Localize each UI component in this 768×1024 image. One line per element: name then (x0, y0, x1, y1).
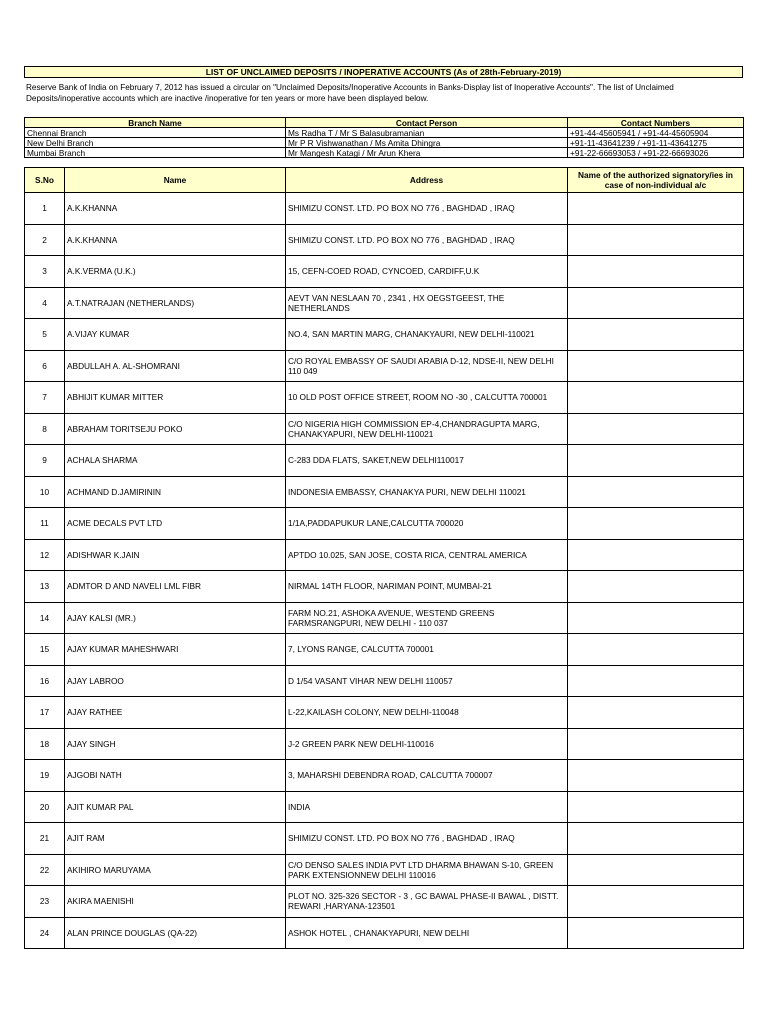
table-row (25, 634, 744, 666)
address-cell: NO.4, SAN MARTIN MARG, CHANAKYAURI, NEW DELHI-110021 (286, 319, 568, 351)
address-cell: C/O NIGERIA HIGH COMMISSION EP-4,CHANDRAGUPTA MARG, CHANAKYAPURI, NEW DELHI-110021 (286, 413, 568, 445)
name-cell: AJIT KUMAR PAL (65, 791, 286, 823)
name-cell: ACHALA SHARMA (65, 445, 286, 477)
signatory-cell (568, 854, 744, 886)
name-cell: A.K.VERMA (U.K.) (65, 256, 286, 288)
name-cell: AJGOBI NATH (65, 760, 286, 792)
name-cell: A.T.NATRAJAN (NETHERLANDS) (65, 287, 286, 319)
name-cell: ALAN PRINCE DOUGLAS (QA-22) (65, 917, 286, 949)
name-cell: ACME DECALS PVT LTD (65, 508, 286, 540)
address-cell: INDONESIA EMBASSY, CHANAKYA PURI, NEW DELHI 110021 (286, 476, 568, 508)
address-cell: PLOT NO. 325-326 SECTOR - 3 , GC BAWAL PHASE-II BAWAL , DISTT. REWARI ,HARYANA-123501 (286, 886, 568, 918)
address-cell: C-283 DDA FLATS, SAKET,NEW DELHI110017 (286, 445, 568, 477)
table-row (25, 917, 744, 949)
table-row (25, 287, 744, 319)
name-cell: AJAY KALSI (MR.) (65, 602, 286, 634)
name-cell: A.VIJAY KUMAR (65, 319, 286, 351)
signatory-cell (568, 602, 744, 634)
address-cell: AEVT VAN NESLAAN 70 , 2341 , HX OEGSTGEEST, THE NETHERLANDS (286, 287, 568, 319)
signatory-cell (568, 886, 744, 918)
address-cell: 7, LYONS RANGE, CALCUTTA 700001 (286, 634, 568, 666)
name-cell: A.K.KHANNA (65, 224, 286, 256)
signatory-cell (568, 728, 744, 760)
address-cell: D 1/54 VASANT VIHAR NEW DELHI 110057 (286, 665, 568, 697)
name-cell: ADISHWAR K.JAIN (65, 539, 286, 571)
table-row (25, 697, 744, 729)
signatory-cell (568, 665, 744, 697)
contact-numbers-cell: +91-22-66693053 / +91-22-66693026 (568, 148, 744, 158)
name-cell: AJIT RAM (65, 823, 286, 855)
signatory-cell (568, 382, 744, 414)
address-cell: SHIMIZU CONST. LTD. PO BOX NO 776 , BAGHDAD , IRAQ (286, 224, 568, 256)
table-row (25, 823, 744, 855)
address-cell: C/O ROYAL EMBASSY OF SAUDI ARABIA D-12, NDSE-II, NEW DELHI 110 049 (286, 350, 568, 382)
branch-name-header: Branch Name (25, 118, 286, 128)
name-cell: AJAY RATHEE (65, 697, 286, 729)
sno-cell: 11 (25, 508, 65, 540)
address-cell: 1/1A,PADDAPUKUR LANE,CALCUTTA 700020 (286, 508, 568, 540)
contact-person-cell: Mr Mangesh Katagi / Mr Arun Khera (286, 148, 568, 158)
sno-cell: 24 (25, 917, 65, 949)
sno-cell: 9 (25, 445, 65, 477)
contact-numbers-cell: +91-44-45605941 / +91-44-45605904 (568, 128, 744, 138)
sno-cell: 8 (25, 413, 65, 445)
address-cell: 3, MAHARSHI DEBENDRA ROAD, CALCUTTA 700007 (286, 760, 568, 792)
sno-cell: 13 (25, 571, 65, 603)
signatory-cell (568, 413, 744, 445)
signatory-cell (568, 256, 744, 288)
branch-name-cell: New Delhi Branch (25, 138, 286, 148)
intro-paragraph: Reserve Bank of India on February 7, 2012 has issued a circular on "Unclaimed Deposits/Inoperative Accounts in Banks-Display list of Inoperative Accounts". The list of Unclaimed Deposits/inoperative accounts which are inactive /inoperative for ten years or more have been displayed below. (26, 83, 674, 103)
name-cell: AKIHIRO MARUYAMA (65, 854, 286, 886)
table-row (25, 728, 744, 760)
address-cell: ASHOK HOTEL , CHANAKYAPURI, NEW DELHI (286, 917, 568, 949)
signatory-cell (568, 571, 744, 603)
sno-cell: 4 (25, 287, 65, 319)
contact-person-header: Contact Person (286, 118, 568, 128)
sno-cell: 2 (25, 224, 65, 256)
address-cell: 15, CEFN-COED ROAD, CYNCOED, CARDIFF,U.K (286, 256, 568, 288)
address-cell: NIRMAL 14TH FLOOR, NARIMAN POINT, MUMBAI-21 (286, 571, 568, 603)
signatory-cell (568, 319, 744, 351)
address-header: Address (286, 168, 568, 193)
name-cell: ADMTOR D AND NAVELI LML FIBR (65, 571, 286, 603)
table-row (25, 193, 744, 225)
signatory-cell (568, 823, 744, 855)
table-row (25, 760, 744, 792)
contact-person-cell: Mr P R Vishwanathan / Ms Amita Dhingra (286, 138, 568, 148)
table-row (25, 854, 744, 886)
sno-cell: 20 (25, 791, 65, 823)
sno-cell: 3 (25, 256, 65, 288)
address-cell: 10 OLD POST OFFICE STREET, ROOM NO -30 , CALCUTTA 700001 (286, 382, 568, 414)
contact-person-cell: Ms Radha T / Mr S Balasubramanian (286, 128, 568, 138)
signatory-cell (568, 224, 744, 256)
table-row (25, 571, 744, 603)
table-row (25, 319, 744, 351)
name-cell: ABDULLAH A. AL-SHOMRANI (65, 350, 286, 382)
sno-cell: 23 (25, 886, 65, 918)
address-cell: L-22,KAILASH COLONY, NEW DELHI-110048 (286, 697, 568, 729)
sno-header: S.No (25, 168, 65, 193)
sno-cell: 21 (25, 823, 65, 855)
branch-header-row (25, 118, 744, 128)
contact-numbers-cell: +91-11-43641239 / +91-11-43641275 (568, 138, 744, 148)
signatory-cell (568, 917, 744, 949)
signatory-cell (568, 476, 744, 508)
sno-cell: 16 (25, 665, 65, 697)
sno-cell: 14 (25, 602, 65, 634)
table-row (25, 445, 744, 477)
accounts-header-row (25, 168, 744, 193)
sno-cell: 7 (25, 382, 65, 414)
branch-name-cell: Mumbai Branch (25, 148, 286, 158)
sno-cell: 5 (25, 319, 65, 351)
signatory-cell (568, 287, 744, 319)
name-cell: ABHIJIT KUMAR MITTER (65, 382, 286, 414)
branch-row (25, 128, 744, 138)
accounts-table (24, 167, 744, 949)
address-cell: APTDO 10.025, SAN JOSE, COSTA RICA, CENTRAL AMERICA (286, 539, 568, 571)
signatory-cell (568, 697, 744, 729)
address-cell: SHIMIZU CONST. LTD. PO BOX NO 776 , BAGHDAD , IRAQ (286, 823, 568, 855)
name-cell: AJAY SINGH (65, 728, 286, 760)
branch-contacts-table (24, 117, 744, 158)
sno-cell: 15 (25, 634, 65, 666)
name-cell: AKIRA MAENISHI (65, 886, 286, 918)
table-row (25, 224, 744, 256)
name-cell: ABRAHAM TORITSEJU POKO (65, 413, 286, 445)
sno-cell: 10 (25, 476, 65, 508)
signatory-cell (568, 508, 744, 540)
sno-cell: 18 (25, 728, 65, 760)
table-row (25, 256, 744, 288)
signatory-cell (568, 193, 744, 225)
sno-cell: 12 (25, 539, 65, 571)
address-cell: J-2 GREEN PARK NEW DELHI-110016 (286, 728, 568, 760)
table-row (25, 539, 744, 571)
sno-cell: 22 (25, 854, 65, 886)
table-row (25, 350, 744, 382)
signatory-cell (568, 350, 744, 382)
signatory-header: Name of the authorized signatory/ies in case of non-individual a/c (568, 168, 744, 193)
signatory-cell (568, 791, 744, 823)
document-title: LIST OF UNCLAIMED DEPOSITS / INOPERATIVE ACCOUNTS (As of 28th-February-2019) (24, 66, 743, 78)
name-header: Name (65, 168, 286, 193)
table-row (25, 665, 744, 697)
table-row (25, 413, 744, 445)
address-cell: C/O DENSO SALES INDIA PVT LTD DHARMA BHAWAN S-10, GREEN PARK EXTENSIONNEW DELHI 110016 (286, 854, 568, 886)
branch-row (25, 148, 744, 158)
table-row (25, 476, 744, 508)
name-cell: AJAY LABROO (65, 665, 286, 697)
name-cell: AJAY KUMAR MAHESHWARI (65, 634, 286, 666)
signatory-cell (568, 634, 744, 666)
sno-cell: 19 (25, 760, 65, 792)
signatory-cell (568, 445, 744, 477)
signatory-cell (568, 760, 744, 792)
sno-cell: 6 (25, 350, 65, 382)
table-row (25, 508, 744, 540)
table-row (25, 602, 744, 634)
address-cell: INDIA (286, 791, 568, 823)
branch-name-cell: Chennai Branch (25, 128, 286, 138)
address-cell: SHIMIZU CONST. LTD. PO BOX NO 776 , BAGHDAD , IRAQ (286, 193, 568, 225)
table-row (25, 382, 744, 414)
name-cell: A.K.KHANNA (65, 193, 286, 225)
sno-cell: 17 (25, 697, 65, 729)
contact-numbers-header: Contact Numbers (568, 118, 744, 128)
sno-cell: 1 (25, 193, 65, 225)
signatory-cell (568, 539, 744, 571)
address-cell: FARM NO.21, ASHOKA AVENUE, WESTEND GREENS FARMSRANGPURI, NEW DELHI - 110 037 (286, 602, 568, 634)
branch-row (25, 138, 744, 148)
table-row (25, 886, 744, 918)
table-row (25, 791, 744, 823)
name-cell: ACHMAND D.JAMIRININ (65, 476, 286, 508)
